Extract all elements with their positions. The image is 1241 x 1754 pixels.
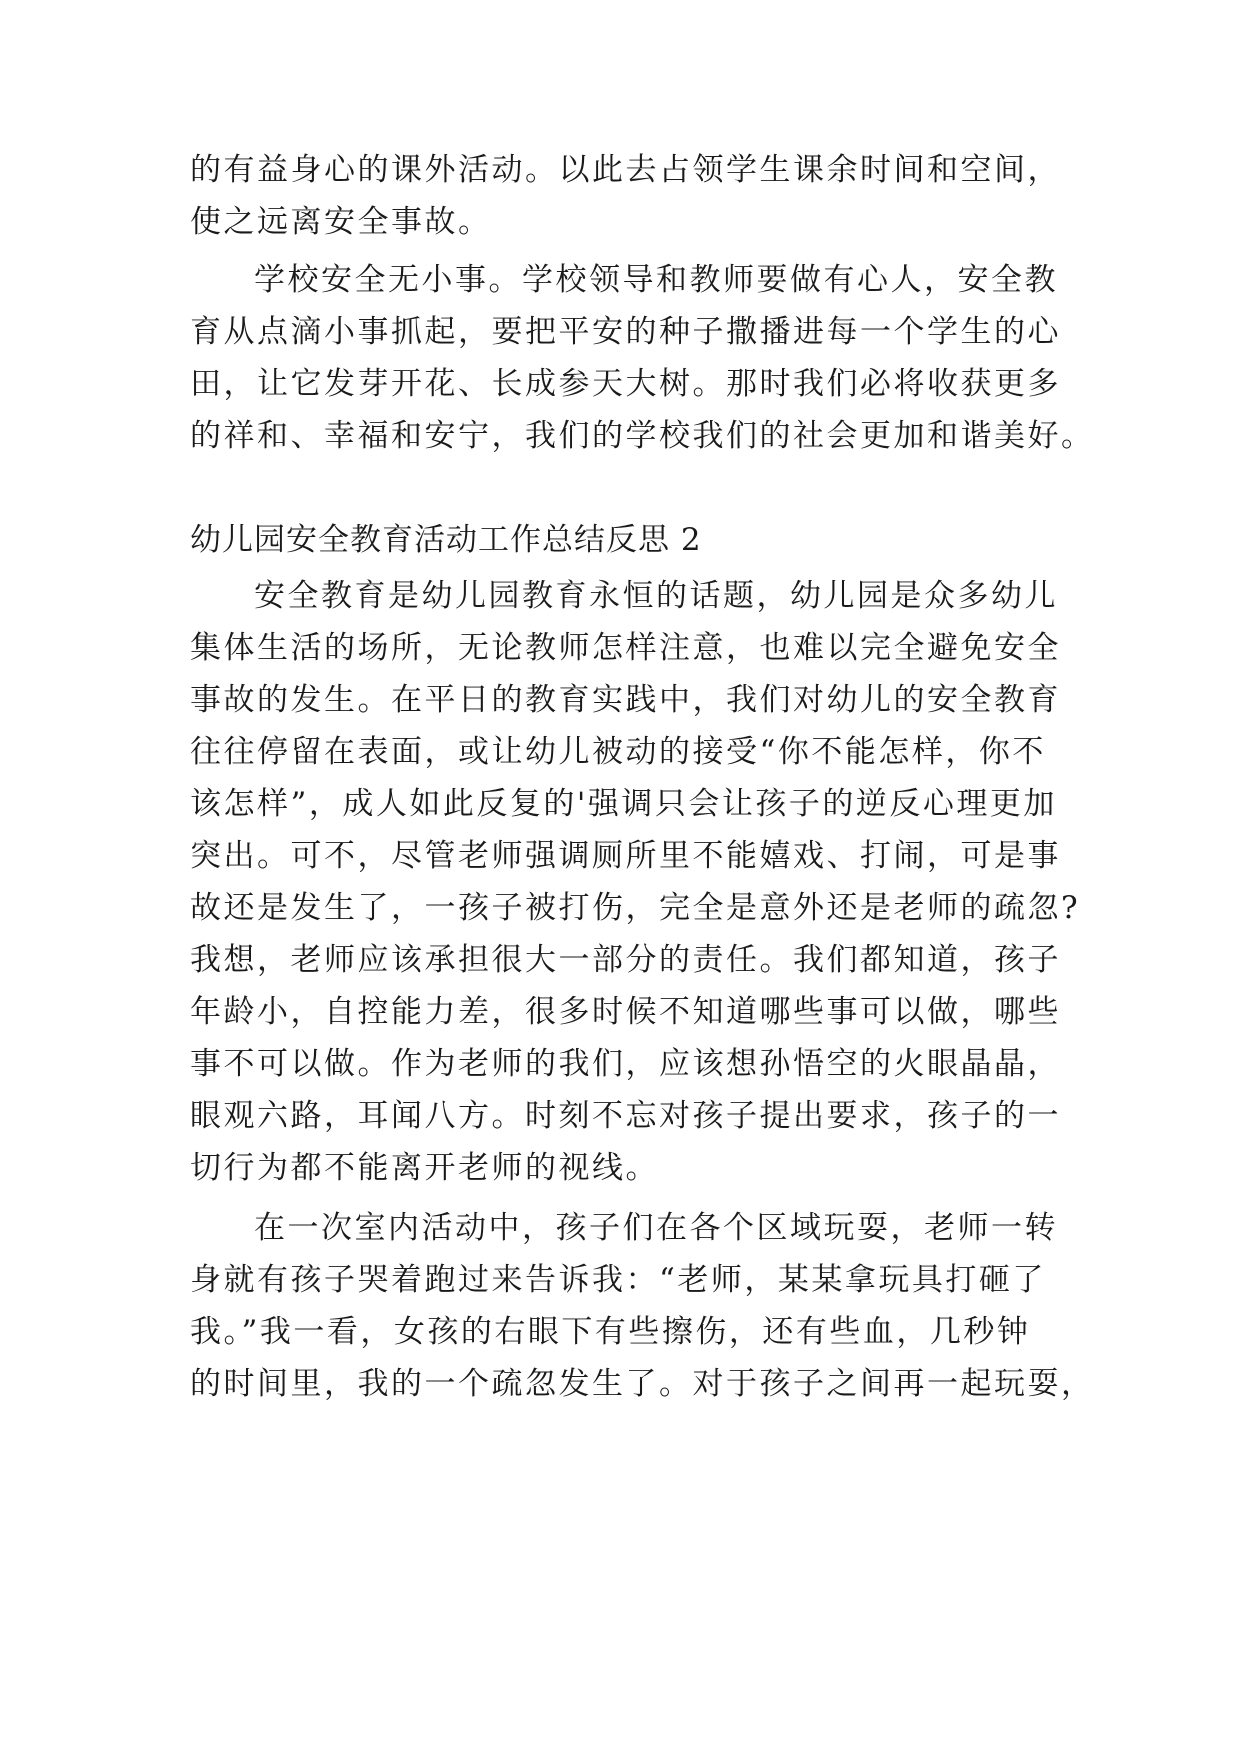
- paragraph-line: 事不可以做。作为老师的我们，应该想孙悟空的火眼晶晶，: [190, 1046, 1061, 1082]
- paragraph-line: 年龄小，自控能力差，很多时候不知道哪些事可以做，哪些: [190, 994, 1061, 1030]
- paragraph-line: 在一次室内活动中，孩子们在各个区域玩耍，老师一转: [254, 1210, 1058, 1246]
- paragraph-line: 我想，老师应该承担很大一部分的责任。我们都知道，孩子: [190, 942, 1061, 978]
- paragraph-line: 使之远离安全事故。: [190, 204, 492, 240]
- paragraph-line: 事故的发生。在平日的教育实践中，我们对幼儿的安全教育: [190, 682, 1061, 718]
- paragraph-line: 切行为都不能离开老师的视线。: [190, 1150, 659, 1186]
- paragraph-line: 眼观六路，耳闻八方。时刻不忘对孩子提出要求，孩子的一: [190, 1098, 1061, 1134]
- paragraph-line: 身就有孩子哭着跑过来告诉我：“老师，某某拿玩具打砸了: [190, 1262, 1046, 1298]
- paragraph-line: 田，让它发芽开花、长成参天大树。那时我们必将收获更多: [190, 366, 1061, 402]
- paragraph-line: 安全教育是幼儿园教育永恒的话题，幼儿园是众多幼儿: [254, 578, 1058, 614]
- section-heading: 幼儿园安全教育活动工作总结反思 2: [190, 522, 702, 558]
- paragraph-line: 的时间里，我的一个疏忽发生了。对于孩子之间再一起玩耍，: [190, 1366, 1095, 1402]
- paragraph-line: 学校安全无小事。学校领导和教师要做有心人，安全教: [254, 262, 1058, 298]
- paragraph-line: 的祥和、幸福和安宁，我们的学校我们的社会更加和谐美好。: [190, 418, 1095, 454]
- paragraph-line: 育从点滴小事抓起，要把平安的种子撒播进每一个学生的心: [190, 314, 1061, 350]
- paragraph-line: 集体生活的场所，无论教师怎样注意，也难以完全避免安全: [190, 630, 1061, 666]
- paragraph-line: 突出。可不，尽管老师强调厕所里不能嬉戏、打闹，可是事: [190, 838, 1061, 874]
- paragraph-line: 的有益身心的课外活动。以此去占领学生课余时间和空间，: [190, 152, 1061, 188]
- paragraph-line: 该怎样”，成人如此反复的'强调只会让孩子的逆反心理更加: [190, 786, 1057, 822]
- paragraph-line: 往往停留在表面，或让幼儿被动的接受“你不能怎样，你不: [190, 734, 1046, 770]
- paragraph-line: 我。”我一看，女孩的右眼下有些擦伤，还有些血，几秒钟: [190, 1314, 1031, 1350]
- paragraph-line: 故还是发生了，一孩子被打伤，完全是意外还是老师的疏忽?: [190, 890, 1081, 926]
